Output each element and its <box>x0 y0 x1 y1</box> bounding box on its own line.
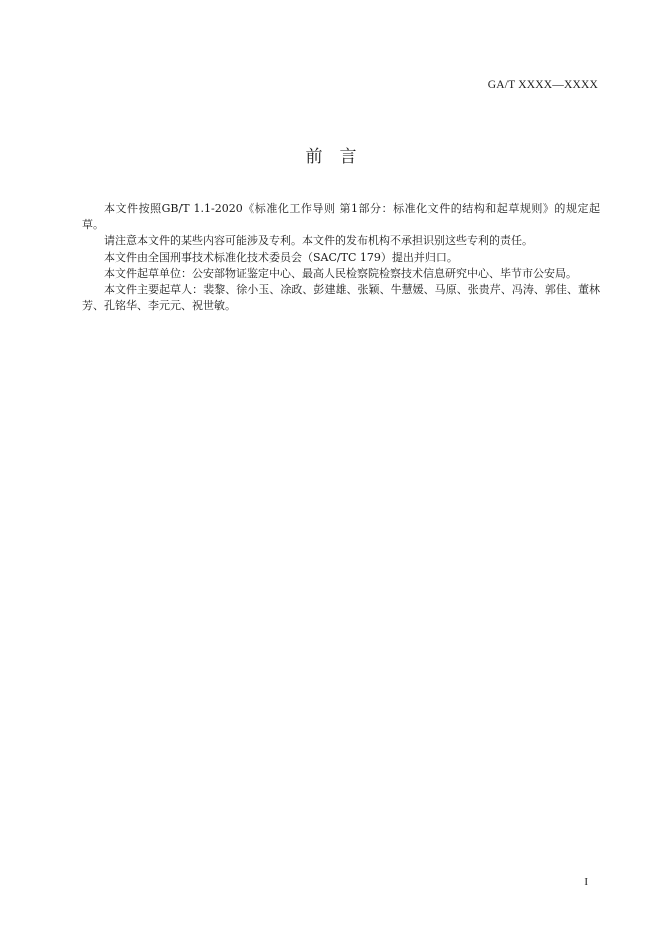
page-title: 前 言 <box>305 147 357 167</box>
paragraph-patent-notice: 请注意本文件的某些内容可能涉及专利。本文件的发布机构不承担识别这些专利的责任。 <box>104 234 533 248</box>
paragraph-drafting-units: 本文件起草单位：公安部物证鉴定中心、最高人民检察院检察技术信息研究中心、毕节市公安局。 <box>104 266 577 280</box>
paragraph-drafters: 本文件主要起草人：裴黎、徐小玉、凃政、彭建雄、张颖、牛慧媛、马原、张贵芹、冯涛、郭佳、董林芳、孔铭华、李元元、祝世敏。 <box>82 283 600 313</box>
paragraph-drafting-rules: 本文件按照GB/T 1.1-2020《标准化工作导则 第1部分：标准化文件的结构和起草规则》的规定起草。 <box>82 202 600 232</box>
paragraph-committee: 本文件由全国刑事技术标准化技术委员会（SAC/TC 179）提出并归口。 <box>104 250 458 264</box>
page-number: I <box>584 876 588 888</box>
document-code-header: GA/T XXXX—XXXX <box>487 79 598 91</box>
foreword-body <box>82 201 600 314</box>
